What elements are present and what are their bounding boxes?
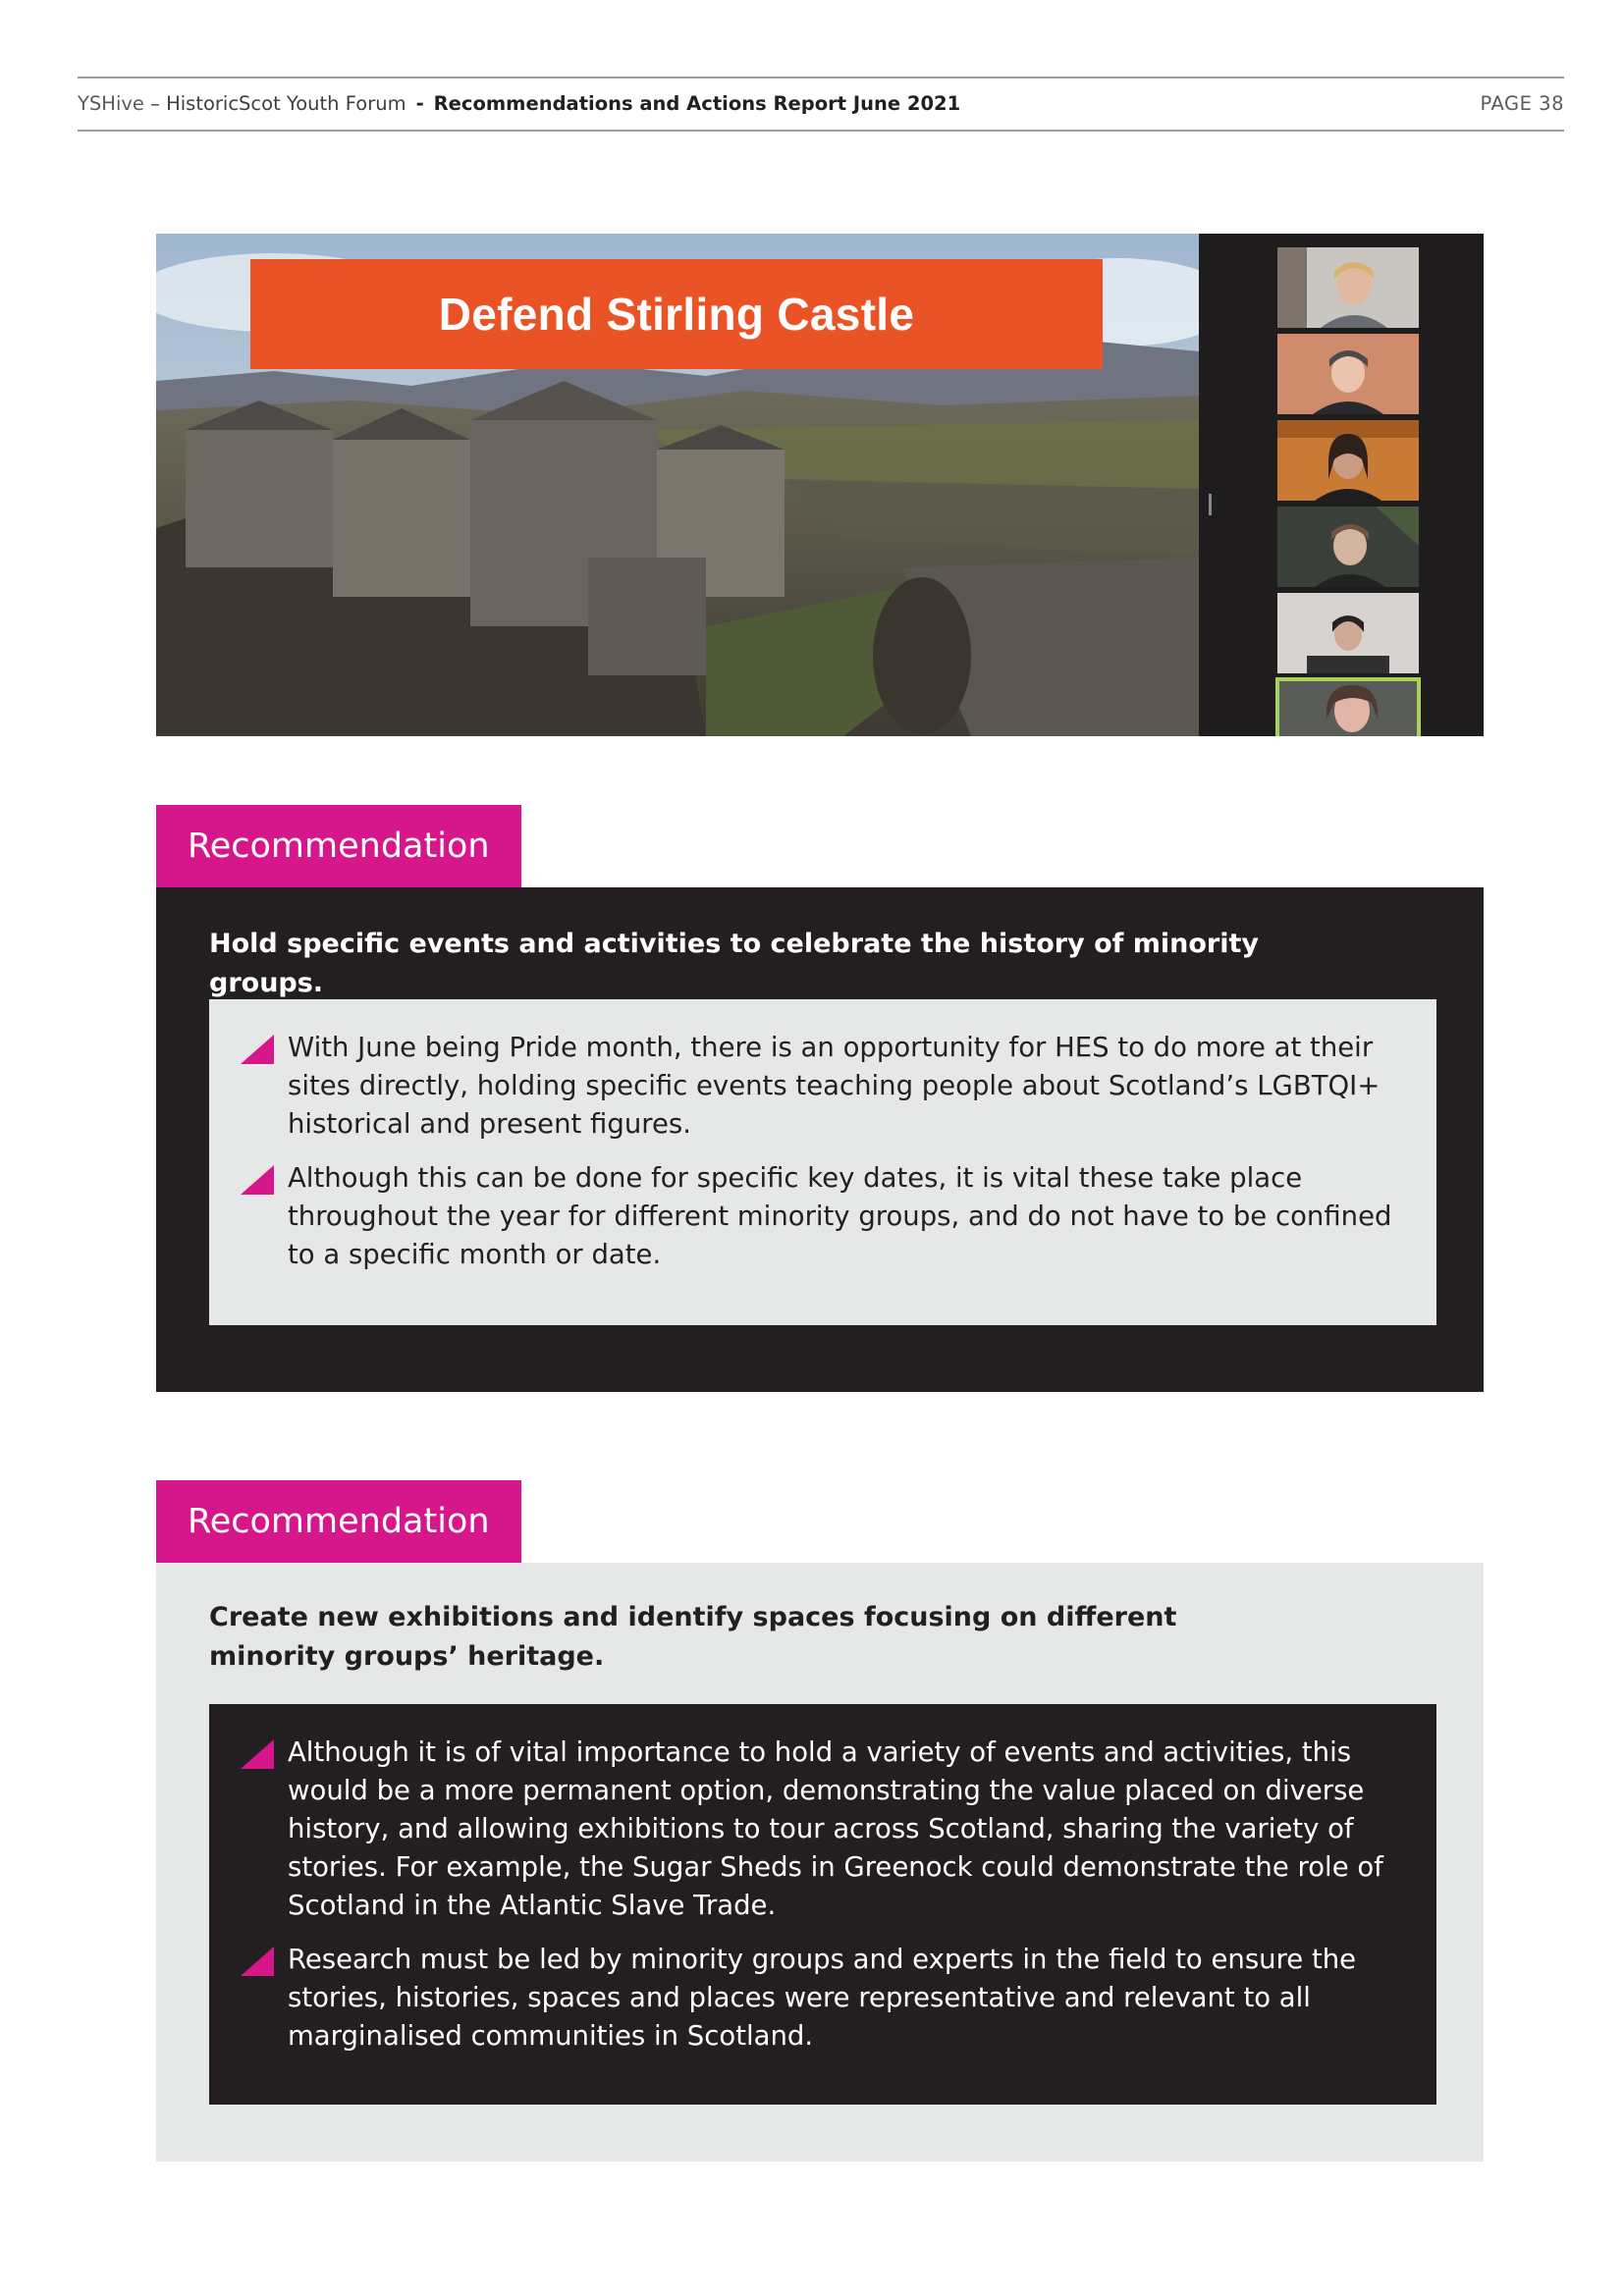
recommendation-tab-2: Recommendation [156,1480,521,1563]
header-rule-top [78,77,1564,79]
page-number: PAGE 38 [1480,92,1564,115]
bullet-text: Although it is of vital importance to hold a variety of events and activities, this would be a more permanent option, demonstrating the value placed on diverse history, and allowing exhibitions to tour across Scotland, sharing the variety of stories. For example, the Sugar Sheds in Greenock could demonstrate the role of Scotland in the Atlantic Slave Trade. [288,1736,1383,1921]
participant-tile-6-active [1277,679,1419,736]
video-call-screenshot [156,234,1484,736]
bullet-item [288,1029,1397,1144]
recommendation-box-1 [156,887,1484,1392]
bullet-item [288,1734,1397,1925]
video-banner-title: Defend Stirling Castle [250,259,1103,369]
triangle-bullet-icon [241,1947,274,1976]
recommendation-details-2 [209,1704,1436,2105]
recommendation-tab-1: Recommendation [156,805,521,887]
header-brand: YSHive [78,92,144,115]
participant-tile-3 [1277,420,1419,501]
header-rule-bottom [78,130,1564,132]
recommendation-heading-1: Hold specific events and activities to celebrate the history of minority groups. [209,929,1260,998]
triangle-bullet-icon [241,1035,274,1064]
header-report-title: Recommendations and Actions Report June 2021 [433,92,961,115]
bullet-item [288,1159,1397,1274]
recommendation-box-2 [156,1563,1484,2162]
bullet-item [288,1941,1397,2056]
header-title [78,92,960,116]
page-header [78,92,1564,116]
triangle-bullet-icon [241,1739,274,1769]
participant-tile-2 [1277,334,1419,414]
header-dash: – [143,92,167,115]
bullet-text: With June being Pride month, there is an opportunity for HES to do more at their sites directly, holding specific events teaching people about Scotland’s LGBTQI+ historical and present figures. [288,1032,1380,1140]
participant-tile-4 [1277,507,1419,587]
participant-tile-1 [1277,247,1419,328]
triangle-bullet-icon [241,1165,274,1195]
bullet-text: Research must be led by minority groups and experts in the field to ensure the stories, histories, spaces and places were representative and relevant to all marginalised communities in Scotland. [288,1944,1357,2052]
header-separator: - [415,92,424,115]
header-forum: HistoricScot Youth Forum [166,92,406,115]
participant-tile-5 [1277,593,1419,673]
recommendation-details-1 [209,999,1436,1325]
recommendation-heading-2: Create new exhibitions and identify spaces focusing on different minority groups’ heritage. [209,1602,1177,1672]
bullet-text: Although this can be done for specific key dates, it is vital these take place throughout the year for different minority groups, and do not have to be confined to a specific month or date. [288,1162,1392,1270]
